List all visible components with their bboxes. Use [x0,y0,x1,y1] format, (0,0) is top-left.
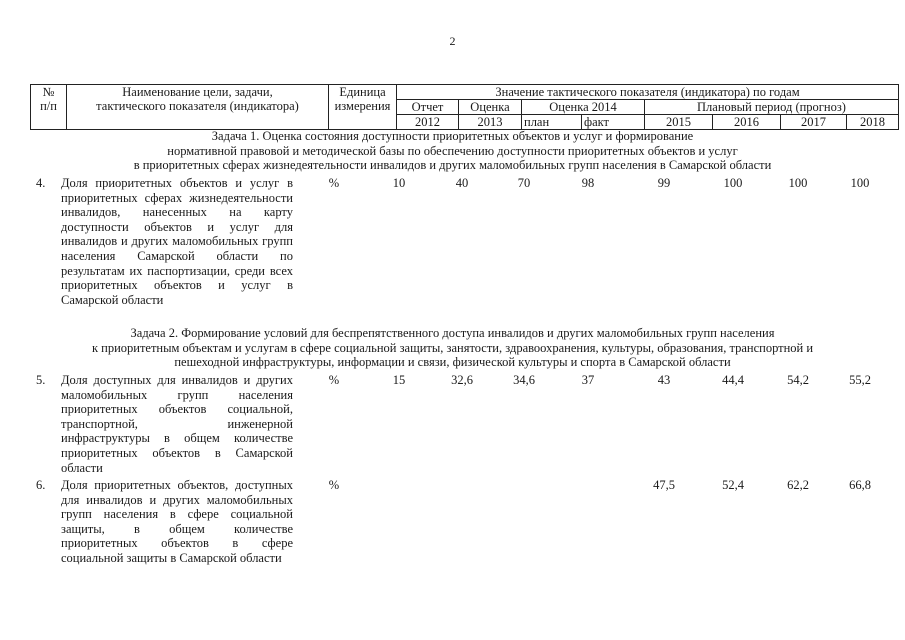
task-2-heading: Задача 2. Формирование условий для беспрепятственного доступа инвалидов и других маломобильных групп населения к приоритетным объектам и услугам в сфере социальной защиты, занятости, здравоохранения, культуры, образования, транспортной и пешеходной инфраструктуры, информации и связи, физической культуры и спорта в Самарской области [91,326,814,369]
row-6-unit: % [328,478,340,492]
row-4-2017: 100 [788,176,808,190]
year-2012-header: 2012 [397,115,459,130]
row-5-2016: 44,4 [722,373,744,387]
row-4-2013: 40 [455,176,469,190]
row-6-2016: 52,4 [722,478,744,492]
row-5-fact: 37 [581,373,595,387]
row-4-number: 4. [36,176,46,190]
row-4-plan: 70 [517,176,531,190]
year-2016-header: 2016 [713,115,781,130]
row-4-2015: 99 [657,176,671,190]
fact-header: факт [582,115,645,130]
row-6-2017: 62,2 [787,478,809,492]
row-4-2018: 100 [850,176,870,190]
estimate-header: Оценка [459,100,522,115]
row-6-2015: 47,5 [653,478,675,492]
row-5-2013: 32,6 [451,373,473,387]
row-5-name: Доля доступных для инвалидов и других маломобильных групп населения приоритетных объектов социальной, транспортной, инженерной инфраструктуры в общем количестве приоритетных объектов в Самарской области [61,373,293,475]
col-unit-header: Единица измерения [329,85,397,130]
row-5-2012: 15 [392,373,406,387]
year-2017-header: 2017 [781,115,847,130]
row-5-unit: % [328,373,340,387]
col-name-header: Наименование цели, задачи, тактического показателя (индикатора) [67,85,329,130]
row-6-number: 6. [36,478,46,492]
row-5-2018: 55,2 [849,373,871,387]
row-4-2016: 100 [723,176,743,190]
row-4-2012: 10 [392,176,406,190]
estimate-2014-header: Оценка 2014 [522,100,645,115]
row-4-unit: % [328,176,340,190]
year-2018-header: 2018 [847,115,899,130]
year-2015-header: 2015 [645,115,713,130]
row-5-number: 5. [36,373,46,387]
row-5-2015: 43 [657,373,671,387]
year-2013-header: 2013 [459,115,522,130]
report-header: Отчет [397,100,459,115]
planning-period-header: Плановый период (прогноз) [645,100,899,115]
col-num-header: № п/п [31,85,67,130]
row-6-name: Доля приоритетных объектов, доступных для инвалидов и других маломобильных групп населения в сфере социальной защиты, в общем количестве приоритетных объектов в сфере социальной защиты в Самарской области [61,478,293,565]
col-values-header: Значение тактического показателя (индикатора) по годам [397,85,899,100]
row-5-plan: 34,6 [513,373,535,387]
row-4-fact: 98 [581,176,595,190]
task-1-heading: Задача 1. Оценка состояния доступности приоритетных объектов и услуг и формирование нормативной правовой и методической базы по обеспечению доступности приоритетных объектов и услуг в приоритетных сферах жизнедеятельности инвалидов и других маломобильных групп населения в Самарской области [133,129,772,172]
row-4-name: Доля приоритетных объектов и услуг в приоритетных сферах жизнедеятельности инвалидов, нанесенных на карту доступности объектов и услуг для инвалидов и других маломобильных групп населения Самарской области по результатам их паспортизации, среди всех приоритетных объектов и услуг в Самарской области [61,176,293,307]
row-5-2017: 54,2 [787,373,809,387]
table-header [30,84,899,130]
plan-header: план [522,115,582,130]
page-number: 2 [449,34,456,48]
row-6-2018: 66,8 [849,478,871,492]
